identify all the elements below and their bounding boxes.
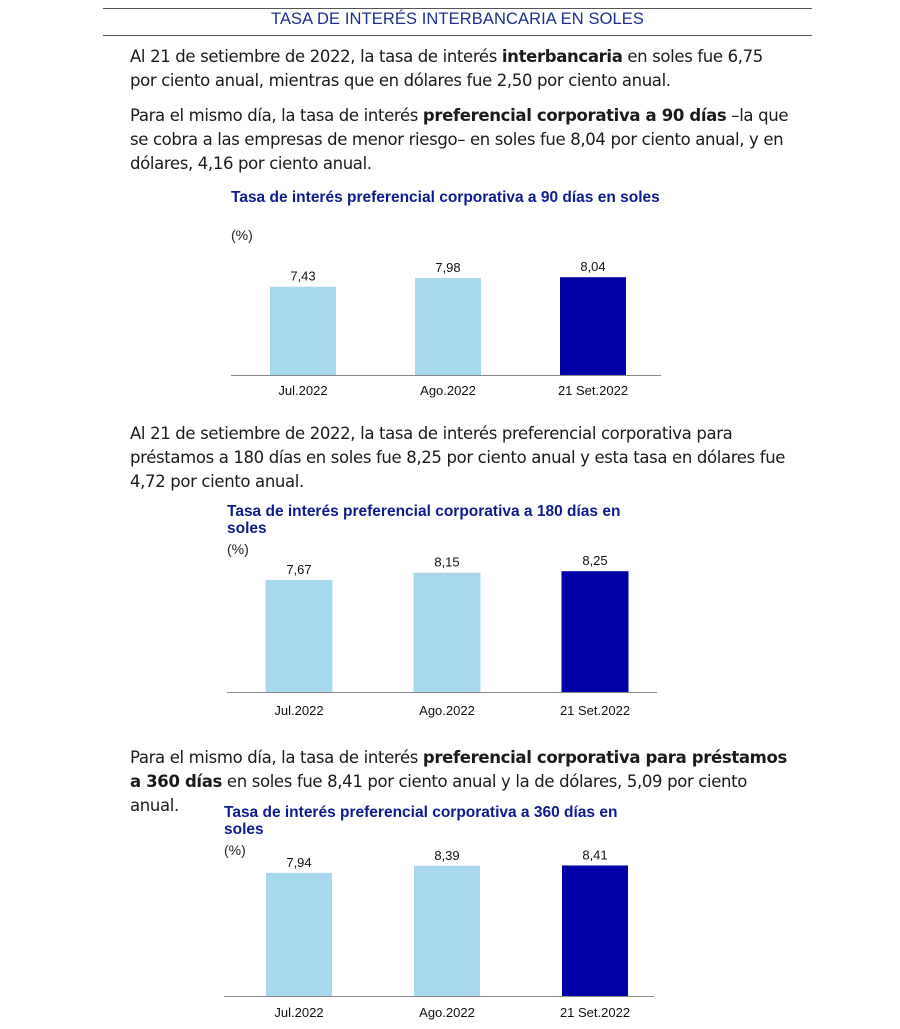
bar-value-label: 8,04 (580, 259, 606, 275)
paragraph-text: en soles fue 6,75 por ciento anual, mientras que en dólares fue 2,50 por ciento anual. (130, 47, 763, 90)
bar-Ago.2022 (414, 573, 481, 692)
paragraph-bold-text: interbancaria (501, 47, 623, 66)
bar-Jul.2022 (266, 580, 333, 692)
category-tick-label: Jul.2022 (278, 383, 328, 398)
bar-value-label: 8,41 (582, 847, 608, 863)
bar-value-label: 7,98 (435, 260, 461, 276)
bar-value-label: 8,25 (582, 553, 608, 569)
bar-value-label: 7,67 (286, 561, 312, 577)
chart-360-dias (224, 804, 654, 1029)
category-tick-label: 21 Set.2022 (559, 703, 631, 718)
paragraph-text: Al 21 de setiembre de 2022, la tasa de interés preferencial corporativa para préstamos a 180 días en soles fue 8,25 por ciento anual y esta tasa en dólares fue 4,72 por ciento anual. (130, 424, 786, 491)
category-tick-label: Ago.2022 (419, 1005, 475, 1020)
bar-Ago.2022 (415, 278, 481, 375)
bar-value-label: 7,43 (290, 268, 316, 284)
chart-unit-label: (%) (227, 541, 249, 557)
paragraph-180-dias (130, 422, 790, 494)
category-tick-label: Jul.2022 (274, 1005, 324, 1020)
section-title: TASA DE INTERÉS INTERBANCARIA EN SOLES (270, 10, 644, 28)
category-tick-label: Ago.2022 (419, 703, 475, 718)
paragraph-text: Para el mismo día, la tasa de interés (130, 106, 423, 125)
bar-Jul.2022 (270, 287, 336, 375)
paragraph-interbancaria (130, 45, 790, 93)
bar-chart-180-dias (227, 503, 657, 723)
chart-180-dias (227, 503, 657, 723)
header-bottom-rule (103, 35, 812, 36)
paragraph-text: Al 21 de setiembre de 2022, la tasa de interés (130, 47, 502, 66)
category-tick-label: 21 Set.2022 (557, 383, 629, 398)
category-tick-label: Ago.2022 (420, 383, 476, 398)
paragraph-bold-text: preferencial corporativa a 90 días (422, 106, 727, 125)
bar-Ago.2022 (414, 866, 480, 996)
chart-90-dias (231, 189, 661, 404)
chart-title: Tasa de interés preferencial corporativa a 360 días en soles (224, 804, 618, 838)
bar-value-label: 8,39 (434, 847, 460, 863)
bar-value-label: 7,94 (286, 854, 312, 870)
chart-unit-label: (%) (224, 842, 246, 858)
bar-chart-90-dias (231, 189, 661, 404)
bar-21 Set.2022 (560, 277, 626, 375)
paragraph-text: en soles fue 8,41 por ciento anual y la de dólares, 5,09 por ciento anual. (130, 772, 748, 815)
chart-title: Tasa de interés preferencial corporativa a 180 días en soles (227, 503, 621, 537)
category-tick-label: 21 Set.2022 (559, 1005, 631, 1020)
paragraph-90-dias (130, 104, 790, 176)
bar-value-label: 8,15 (434, 554, 460, 570)
category-tick-label: Jul.2022 (274, 703, 324, 718)
paragraph-text: Para el mismo día, la tasa de interés (130, 748, 423, 767)
paragraph-bold-text: preferencial corporativa para préstamos a 360 días (130, 748, 787, 791)
header-top-rule (103, 8, 812, 9)
chart-title: Tasa de interés preferencial corporativa a 90 días en soles (231, 189, 660, 206)
chart-unit-label: (%) (231, 227, 253, 243)
bar-Jul.2022 (266, 873, 332, 996)
bar-21 Set.2022 (562, 571, 629, 692)
bar-chart-360-dias (224, 804, 654, 1029)
paragraph-text: –la que se cobra a las empresas de menor riesgo– en soles fue 8,04 por ciento anual, y en dólares, 4,16 por ciento anual. (130, 106, 789, 173)
bar-21 Set.2022 (562, 865, 628, 996)
